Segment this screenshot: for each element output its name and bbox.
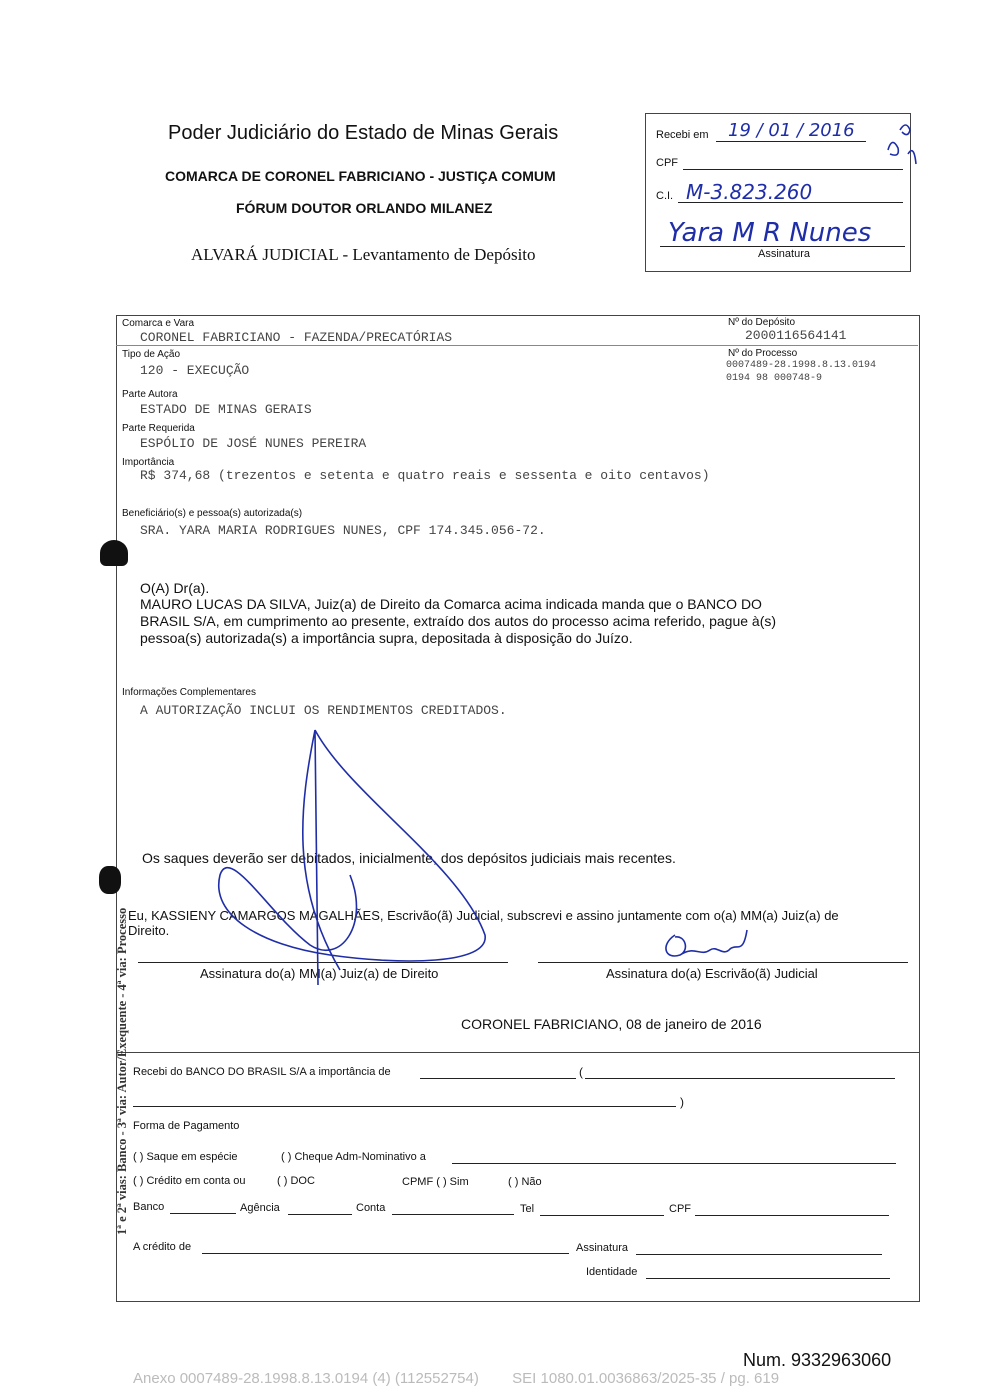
clerk-signature-label: Assinatura do(a) Escrivão(ã) Judicial	[606, 966, 818, 981]
comarca-heading: COMARCA DE CORONEL FABRICIANO - JUSTIÇA COMUM	[165, 168, 556, 184]
clerk-signature	[655, 925, 755, 965]
a-credito-line[interactable]	[202, 1253, 569, 1254]
document-type: ALVARÁ JUDICIAL - Levantamento de Depósito	[191, 245, 536, 264]
deposito-value: 2000116564141	[745, 328, 847, 343]
processo-value-1: 0007489-28.1998.8.13.0194	[726, 360, 877, 371]
conta-line[interactable]	[392, 1214, 514, 1215]
assinatura-bank-line[interactable]	[636, 1254, 882, 1255]
parte-autora-value: ESTADO DE MINAS GERAIS	[140, 402, 312, 417]
order-line-3: pessoa(s) autorizada(s) a importância supra, depositada à disposição do Juízo.	[140, 630, 633, 646]
processo-label: Nº do Processo	[728, 348, 798, 359]
date-line: CORONEL FABRICIANO, 08 de janeiro de 2016	[461, 1016, 762, 1032]
comarca-vara-value: CORONEL FABRICIANO - FAZENDA/PRECATÓRIAS	[140, 330, 453, 345]
tipo-acao-value: 120 - EXECUÇÃO	[140, 363, 250, 378]
redaction-mark	[99, 866, 121, 894]
order-line-1: MAURO LUCAS DA SILVA, Juiz(a) de Direito da Comarca acima indicada manda que o BANCO DO	[140, 596, 762, 612]
judge-signature	[200, 725, 500, 995]
court-title: Poder Judiciário do Estado de Minas Gerais	[168, 122, 559, 144]
cpf-line-bank[interactable]	[695, 1215, 889, 1216]
cheque-option[interactable]: ( ) Cheque Adm-Nominativo a	[281, 1151, 426, 1163]
info-label: Informações Complementares	[122, 687, 256, 698]
bank-section-top	[116, 1052, 920, 1053]
a-credito-label: A crédito de	[133, 1241, 192, 1253]
identidade-label: Identidade	[586, 1266, 638, 1278]
saque-especie-option[interactable]: ( ) Saque em espécie	[133, 1151, 238, 1163]
escrivao-statement-2: Direito.	[128, 923, 170, 938]
cpmf-sim-option[interactable]: CPMF ( ) Sim	[402, 1176, 469, 1188]
conta-label: Conta	[356, 1202, 386, 1214]
beneficiario-value: SRA. YARA MARIA RODRIGUES NUNES, CPF 174.345.056-72.	[140, 523, 546, 538]
parte-autora-label: Parte Autora	[122, 389, 178, 400]
bank-recebi-label: Recebi do BANCO DO BRASIL S/A a importância de	[133, 1066, 391, 1078]
banco-label: Banco	[133, 1201, 165, 1213]
recipient-signature: Yara M R Nunes	[668, 218, 872, 248]
footer-reference: Anexo 0007489-28.1998.8.13.0194 (4) (112552754) SEI 1080.01.0036863/2025-35 / pg. 619	[133, 1370, 780, 1387]
processo-value-2: 0194 98 000748-9	[726, 373, 823, 384]
agencia-line[interactable]	[288, 1214, 352, 1215]
banco-line[interactable]	[170, 1213, 236, 1214]
tipo-acao-label: Tipo de Ação	[122, 349, 181, 360]
amount-line[interactable]	[420, 1078, 576, 1079]
amount-words-line[interactable]	[585, 1078, 895, 1079]
copies-side-text: 1ª e 2ª vias: Banco - 3ª via: Autor/Exequente - 4ª via: Processo	[115, 907, 129, 1235]
cpmf-nao-option[interactable]: ( ) Não	[508, 1176, 542, 1188]
importancia-label: Importância	[122, 457, 175, 468]
ci-label: C.I.	[656, 190, 674, 202]
document-number: Num. 9332963060	[743, 1350, 892, 1370]
forma-pagamento-label: Forma de Pagamento	[133, 1120, 240, 1132]
info-value: A AUTORIZAÇÃO INCLUI OS RENDIMENTOS CREDITADOS.	[140, 703, 507, 718]
close-paren: )	[680, 1095, 684, 1109]
recebi-em-line	[716, 141, 866, 142]
doc-option[interactable]: ( ) DOC	[277, 1175, 315, 1187]
row-divider	[116, 345, 918, 346]
judge-signature-label: Assinatura do(a) MM(a) Juiz(a) de Direito	[200, 966, 439, 981]
identidade-line[interactable]	[646, 1278, 890, 1279]
tel-line[interactable]	[540, 1215, 664, 1216]
handwritten-mark	[880, 110, 920, 170]
open-paren: (	[579, 1065, 583, 1079]
cheque-line[interactable]	[452, 1163, 896, 1164]
order-line-2: BRASIL S/A, em cumprimento ao presente, extraído dos autos do processo acima referido, pague à(s)	[140, 613, 777, 629]
recebi-em-label: Recebi em	[656, 129, 709, 141]
importancia-value: R$ 374,68 (trezentos e setenta e quatro reais e sessenta e oito centavos)	[140, 468, 710, 483]
agencia-label: Agência	[240, 1202, 280, 1214]
cpf-line	[683, 169, 903, 170]
amount-words-line-2[interactable]	[133, 1106, 676, 1107]
assinatura-bank-label: Assinatura	[576, 1242, 628, 1254]
forum-heading: FÓRUM DOUTOR ORLANDO MILANEZ	[236, 200, 493, 216]
beneficiario-label: Beneficiário(s) e pessoa(s) autorizada(s)	[122, 508, 303, 519]
assinatura-label: Assinatura	[758, 248, 810, 260]
comarca-vara-label: Comarca e Vara	[122, 318, 195, 329]
cpf-label-bank: CPF	[669, 1203, 691, 1215]
parte-requerida-label: Parte Requerida	[122, 423, 195, 434]
saques-note: Os saques deverão ser debitados, inicialmente, dos depósitos judiciais mais recentes.	[142, 850, 676, 866]
tel-label: Tel	[520, 1203, 535, 1215]
recebi-em-handwritten: 19 / 01 / 2016	[728, 120, 855, 141]
order-salutation: O(A) Dr(a).	[140, 580, 210, 596]
redaction-mark	[100, 540, 128, 566]
credito-conta-option[interactable]: ( ) Crédito em conta ou	[133, 1175, 246, 1187]
escrivao-statement: Eu, KASSIENY CAMARGOS MAGALHÃES, Escrivão(ã) Judicial, subscrevi e assino juntamente com o(a) MM(a) Juiz(a) de	[128, 908, 839, 923]
ci-handwritten: M-3.823.260	[686, 180, 813, 204]
deposito-label: Nº do Depósito	[728, 317, 796, 328]
parte-requerida-value: ESPÓLIO DE JOSÉ NUNES PEREIRA	[140, 436, 367, 451]
cpf-label: CPF	[656, 157, 678, 169]
